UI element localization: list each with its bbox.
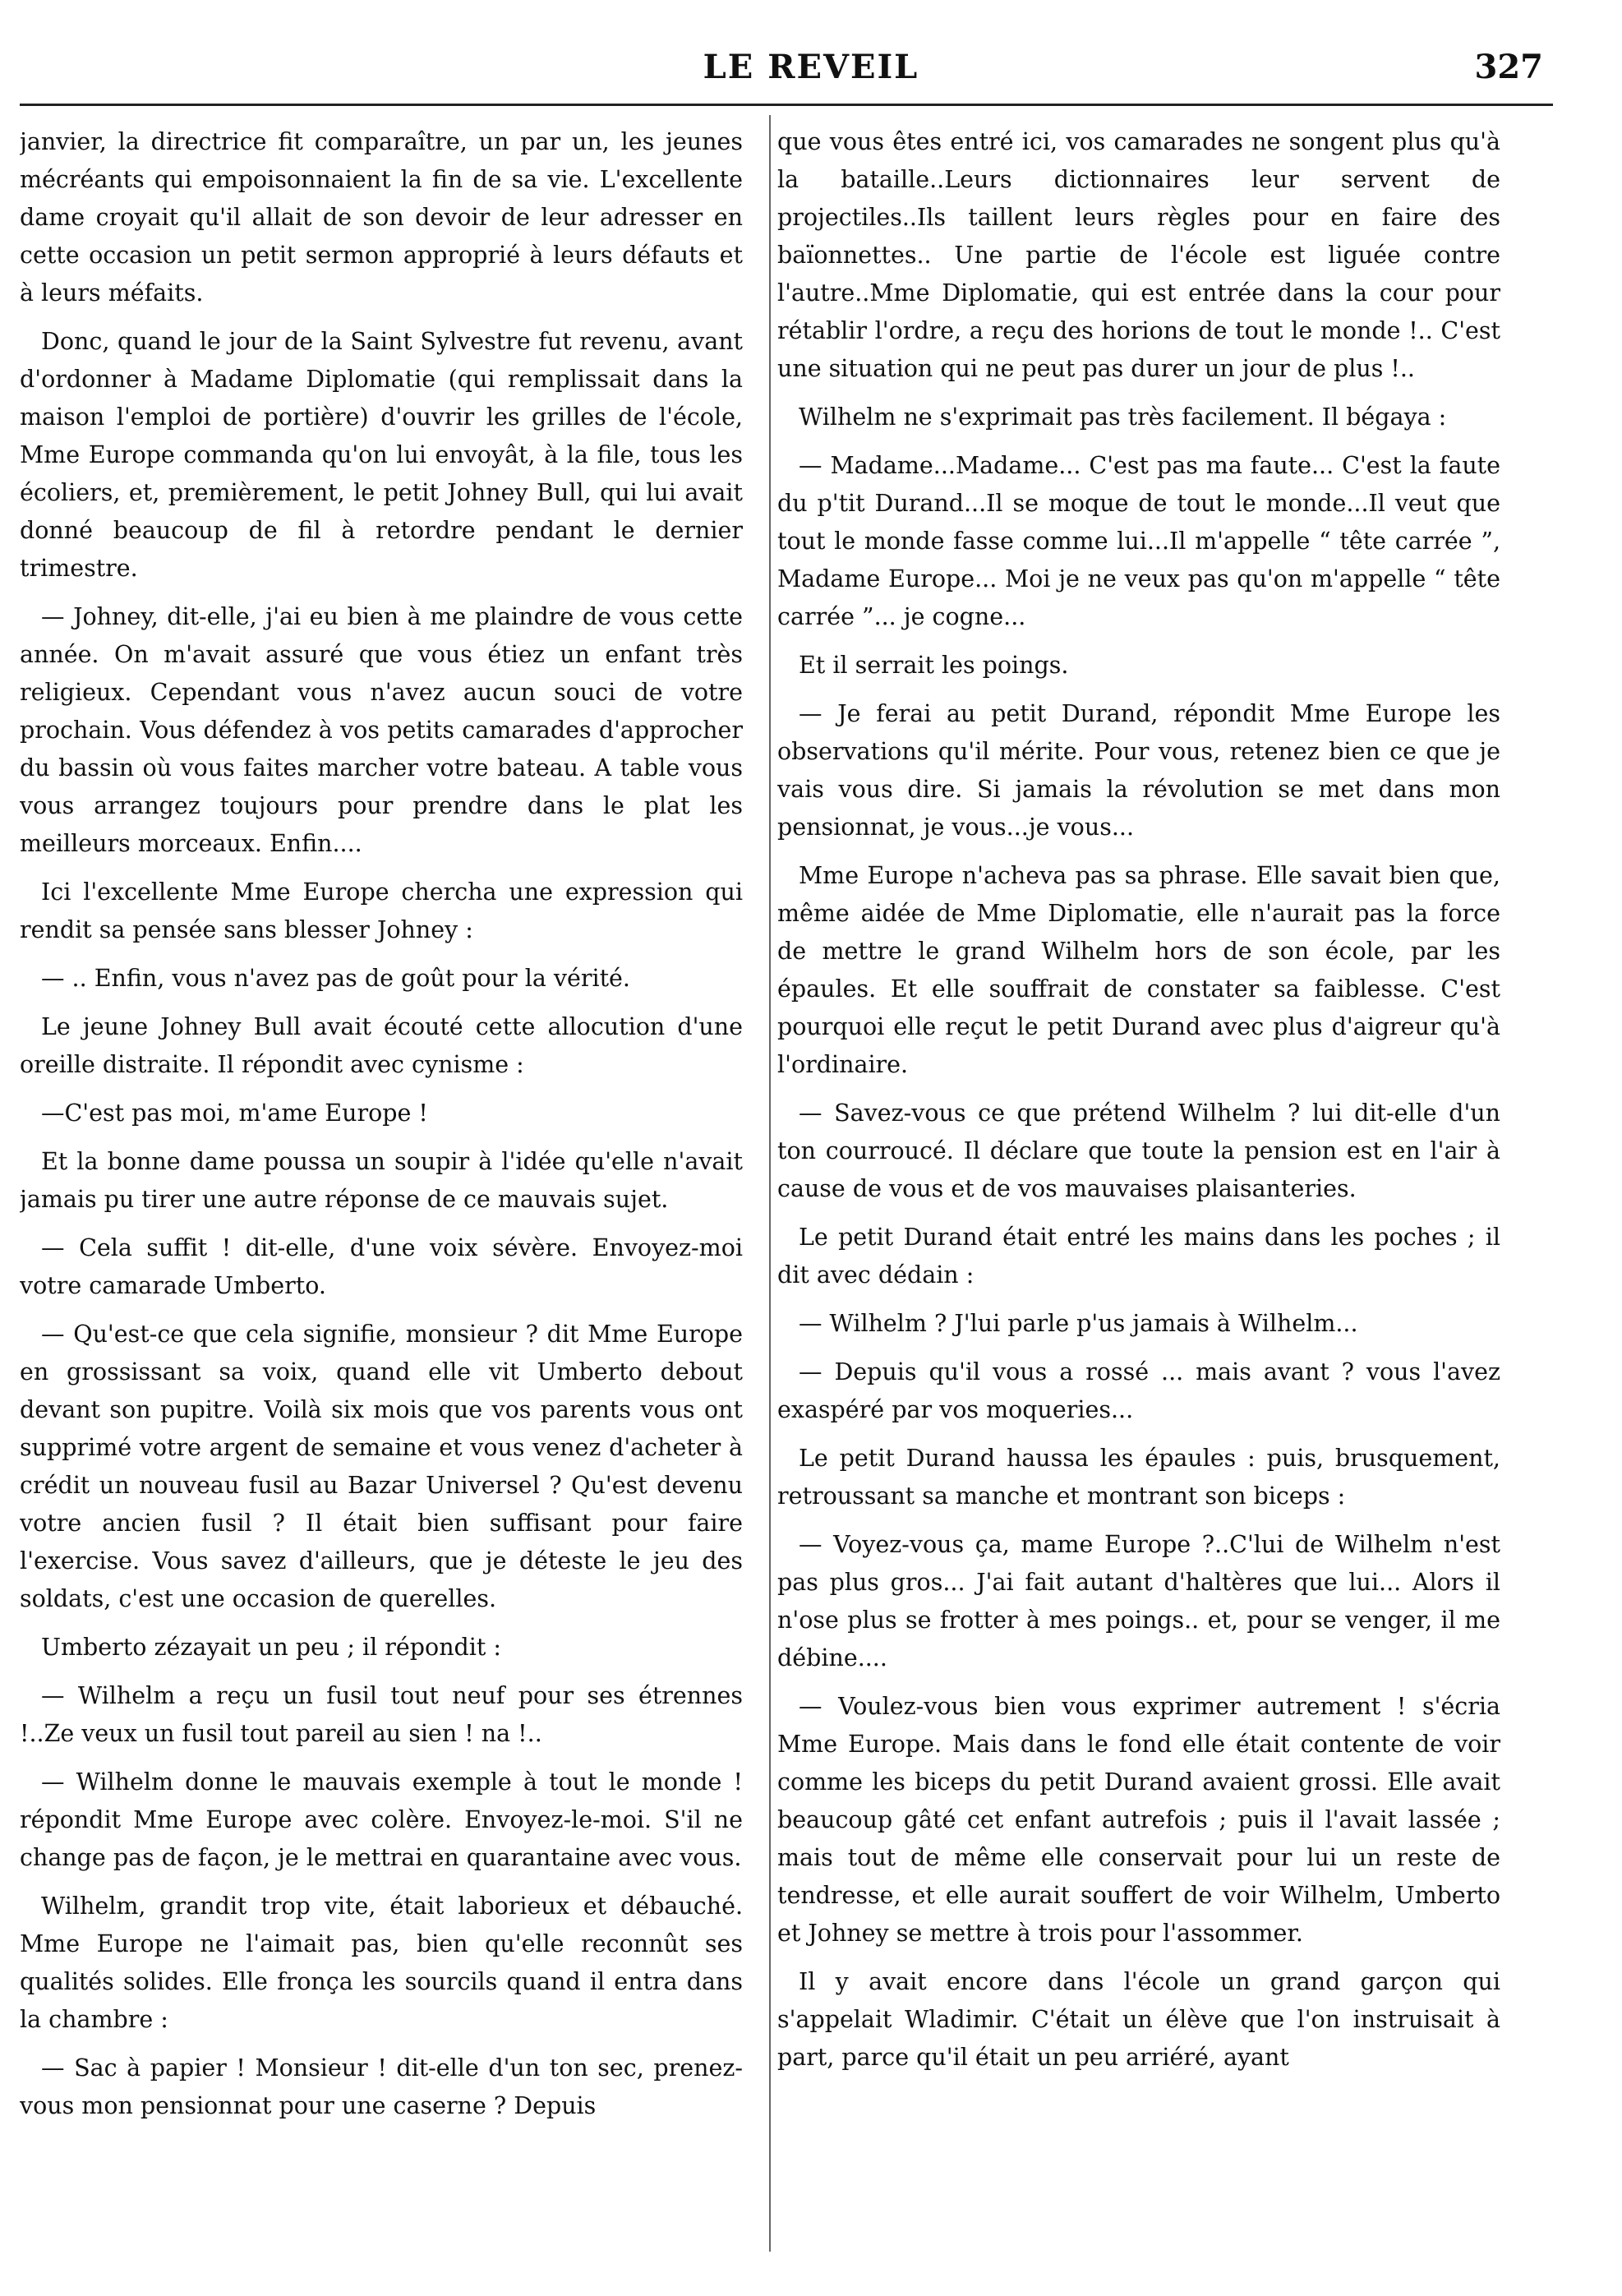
paragraph: — Johney, dit-elle, j'ai eu bien à me plaindre de vous cette année. On m'avait assuré que vous étiez un enfant très religieux. Cependant vous n'avez aucun souci de votre prochain. Vous défendez à vos petits camarades d'approcher du bassin où vous faites marcher votre bateau. A table vous vous arrangez toujours pour prendre dans le plat les meilleurs morceaux. Enfin.... [20,603,743,857]
paragraph: — Sac à papier ! Monsieur ! dit-elle d'un ton sec, prenez-vous mon pensionnat pour une caserne ? Depuis [20,2054,743,2119]
paragraph: Le petit Durand haussa les épaules : puis, brusquement, retroussant sa manche et montrant son biceps : [777,1445,1500,1510]
paragraph: —C'est pas moi, m'ame Europe ! [41,1100,428,1127]
paragraph: Le petit Durand était entré les mains dans les poches ; il dit avec dédain : [777,1224,1500,1289]
page-title: LE REVEIL [703,48,919,86]
paragraph: — Madame...Madame... C'est pas ma faute... C'est la faute du p'tit Durand...Il se moque de tout le monde...Il veut que tout le monde fasse comme lui...Il m'appelle “ tête carrée ”, Madame Europe... Moi je ne veux pas qu'on m'appelle “ tête carrée ”... je cogne... [777,452,1500,630]
left-column [20,123,743,2260]
paragraph: — Wilhelm donne le mauvais exemple à tout le monde ! répondit Mme Europe avec colère. Envoyez-le-moi. S'il ne change pas de façon, je le mettrai en quarantaine avec vous. [20,1768,743,1871]
paragraph: — Savez-vous ce que prétend Wilhelm ? lui dit-elle d'un ton courroucé. Il déclare que toute la pension est en l'air à cause de vous et de vos mauvaises plaisanteries. [777,1100,1500,1202]
paragraph: Mme Europe n'acheva pas sa phrase. Elle savait bien que, même aidée de Mme Diplomatie, elle n'aurait pas la force de mettre le grand Wilhelm hors de son école, par les épaules. Et elle souffrait de constater sa faiblesse. C'est pourquoi elle reçut le petit Durand avec plus d'aigreur qu'à l'ordinaire. [777,862,1500,1078]
paragraph: Le jeune Johney Bull avait écouté cette allocution d'une oreille distraite. Il répondit avec cynisme : [20,1013,743,1078]
paragraph: — Voulez-vous bien vous exprimer autrement ! s'écria Mme Europe. Mais dans le fond elle était contente de voir comme les biceps du petit Durand avaient grossi. Elle avait beaucoup gâté cet enfant autrefois ; puis il l'avait lassée ; mais tout de même elle conservait pour lui un reste de tendresse, et elle aurait souffert de voir Wilhelm, Umberto et Johney se mettre à trois pour l'assommer. [777,1693,1500,1947]
running-header [0,39,1622,97]
column-divider [769,115,771,2252]
paragraph: — Depuis qu'il vous a rossé ... mais avant ? vous l'avez exaspéré par vos moqueries... [777,1358,1500,1423]
paragraph: Ici l'excellente Mme Europe chercha une expression qui rendit sa pensée sans blesser Johney : [20,878,743,943]
paragraph: — Wilhelm ? J'lui parle p'us jamais à Wilhelm... [799,1310,1358,1337]
paragraph: Donc, quand le jour de la Saint Sylvestre fut revenu, avant d'ordonner à Madame Diplomatie (qui remplissait dans la maison l'emploi de portière) d'ouvrir les grilles de l'école, Mme Europe commanda qu'on lui envoyât, à la file, tous les écoliers, et, premièrement, le petit Johney Bull, qui lui avait donné beaucoup de fil à retordre pendant le dernier trimestre. [20,328,743,582]
paragraph: Et la bonne dame poussa un soupir à l'idée qu'elle n'avait jamais pu tirer une autre réponse de ce mauvais sujet. [20,1148,743,1213]
page-number: 327 [1474,48,1543,86]
right-column [777,123,1500,2260]
paragraph: — .. Enfin, vous n'avez pas de goût pour la vérité. [41,965,630,992]
paragraph: Wilhelm ne s'exprimait pas très facilement. Il bégaya : [799,403,1447,431]
paragraph: — Qu'est-ce que cela signifie, monsieur ? dit Mme Europe en grossissant sa voix, quand elle vit Umberto debout devant son pupitre. Voilà six mois que vos parents vous ont supprimé votre argent de semaine et vous venez d'acheter à crédit un nouveau fusil au Bazar Universel ? Qu'est devenu votre ancien fusil ? Il était bien suffisant pour faire l'exercise. Vous savez d'ailleurs, que je déteste le jeu des soldats, c'est une occasion de querelles. [20,1321,743,1612]
paragraph: Et il serrait les poings. [799,652,1069,679]
paragraph: Wilhelm, grandit trop vite, était laborieux et débauché. Mme Europe ne l'aimait pas, bien qu'elle reconnût ses qualités solides. Elle fronça les sourcils quand il entra dans la chambre : [20,1893,743,2033]
header-rule [20,104,1553,106]
paragraph: — Voyez-vous ça, mame Europe ?..C'lui de Wilhelm n'est pas plus gros... J'ai fait autant d'haltères que lui... Alors il n'ose plus se frotter à mes poings.. et, pour se venger, il me débine.... [777,1531,1500,1671]
paragraph: — Cela suffit ! dit-elle, d'une voix sévère. Envoyez-moi votre camarade Umberto. [20,1234,743,1299]
paragraph: Umberto zézayait un peu ; il répondit : [41,1634,502,1661]
paragraph: que vous êtes entré ici, vos camarades ne songent plus qu'à la bataille..Leurs dictionnaires leur servent de projectiles..Ils taillent leurs règles pour en faire des baïonnettes.. Une partie de l'école est liguée contre l'autre..Mme Diplomatie, qui est entrée dans la cour pour rétablir l'ordre, a reçu des horions de tout le monde !.. C'est une situation qui ne peut pas durer un jour de plus !.. [777,128,1500,382]
paragraph: Il y avait encore dans l'école un grand garçon qui s'appelait Wladimir. C'était un élève que l'on instruisait à part, parce qu'il était un peu arriéré, ayant [777,1968,1500,2071]
paragraph: — Wilhelm a reçu un fusil tout neuf pour ses étrennes !..Ze veux un fusil tout pareil au sien ! na !.. [20,1682,743,1747]
paragraph: — Je ferai au petit Durand, répondit Mme Europe les observations qu'il mérite. Pour vous, retenez bien ce que je vais vous dire. Si jamais la révolution se met dans mon pensionnat, je vous...je vous... [777,700,1500,841]
paragraph: janvier, la directrice fit comparaître, un par un, les jeunes mécréants qui empoisonnaient la fin de sa vie. L'excellente dame croyait qu'il allait de son devoir de leur adresser en cette occasion un petit sermon approprié à leurs défauts et à leurs méfaits. [20,128,743,307]
